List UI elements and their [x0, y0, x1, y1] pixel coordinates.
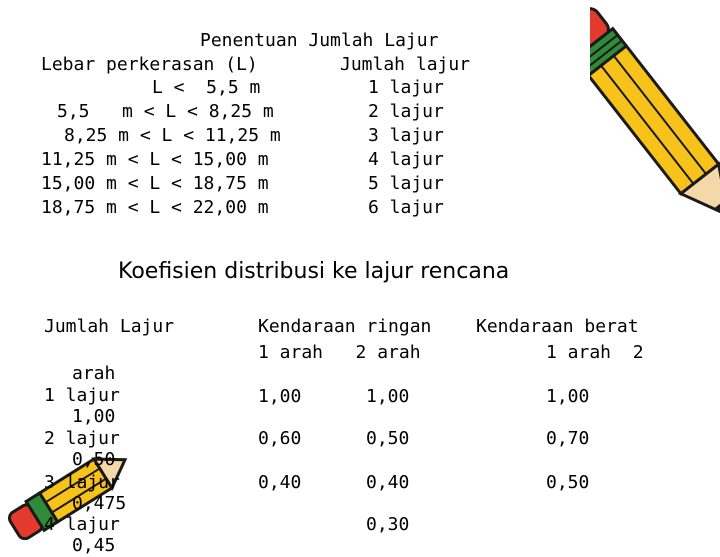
wrapped-text: 1,00: [72, 406, 116, 427]
header-width: Lebar perkerasan (L): [41, 54, 258, 75]
row-label: 4 lajur: [44, 514, 120, 535]
header-lanes: Jumlah lajur: [340, 54, 471, 75]
table-cell: 0,60: [258, 428, 302, 449]
width-range: 18,75 m < L < 22,00 m: [41, 197, 269, 218]
table-cell: 1,00: [366, 386, 410, 407]
col-header-light: Kendaraan ringan: [258, 316, 432, 337]
table-cell: 0,70: [546, 428, 590, 449]
lane-count: 6 lajur: [368, 197, 444, 218]
lane-count: 1 lajur: [368, 77, 444, 98]
table-cell: 0,50: [546, 472, 590, 493]
width-range: 5,5 m < L < 8,25 m: [57, 101, 274, 122]
table-cell: 1,00: [258, 386, 302, 407]
wrapped-text: 0,45: [72, 535, 116, 556]
lane-count: 3 lajur: [368, 125, 444, 146]
table-cell: 0,40: [258, 472, 302, 493]
wrapped-text: 0,475: [72, 493, 127, 514]
section-subtitle: Koefisien distribusi ke lajur rencana: [118, 259, 510, 284]
wrapped-text: 0,50: [72, 449, 116, 470]
lane-count: 2 lajur: [368, 101, 444, 122]
row-label: 2 lajur: [44, 428, 120, 449]
table-cell: 0,30: [366, 514, 410, 535]
page-title: Penentuan Jumlah Lajur: [200, 30, 439, 51]
wrapped-text: arah: [72, 363, 116, 384]
col-header-light-dirs: 1 arah 2 arah: [258, 342, 421, 363]
width-range: 8,25 m < L < 11,25 m: [64, 125, 281, 146]
table-cell: 0,50: [366, 428, 410, 449]
row-label: 1 lajur: [44, 385, 120, 406]
row-label: 3 lajur: [44, 472, 120, 493]
pencil-icon: [590, 0, 720, 240]
width-range: 11,25 m < L < 15,00 m: [41, 149, 269, 170]
width-range: 15,00 m < L < 18,75 m: [41, 173, 269, 194]
lane-count: 4 lajur: [368, 149, 444, 170]
width-range: L < 5,5 m: [152, 77, 261, 98]
table-cell: 1,00: [546, 386, 590, 407]
lane-count: 5 lajur: [368, 173, 444, 194]
col-header-heavy-dirs: 1 arah 2: [546, 342, 644, 363]
table-cell: 0,40: [366, 472, 410, 493]
col-header-lanes: Jumlah Lajur: [44, 316, 175, 337]
col-header-heavy: Kendaraan berat: [476, 316, 639, 337]
